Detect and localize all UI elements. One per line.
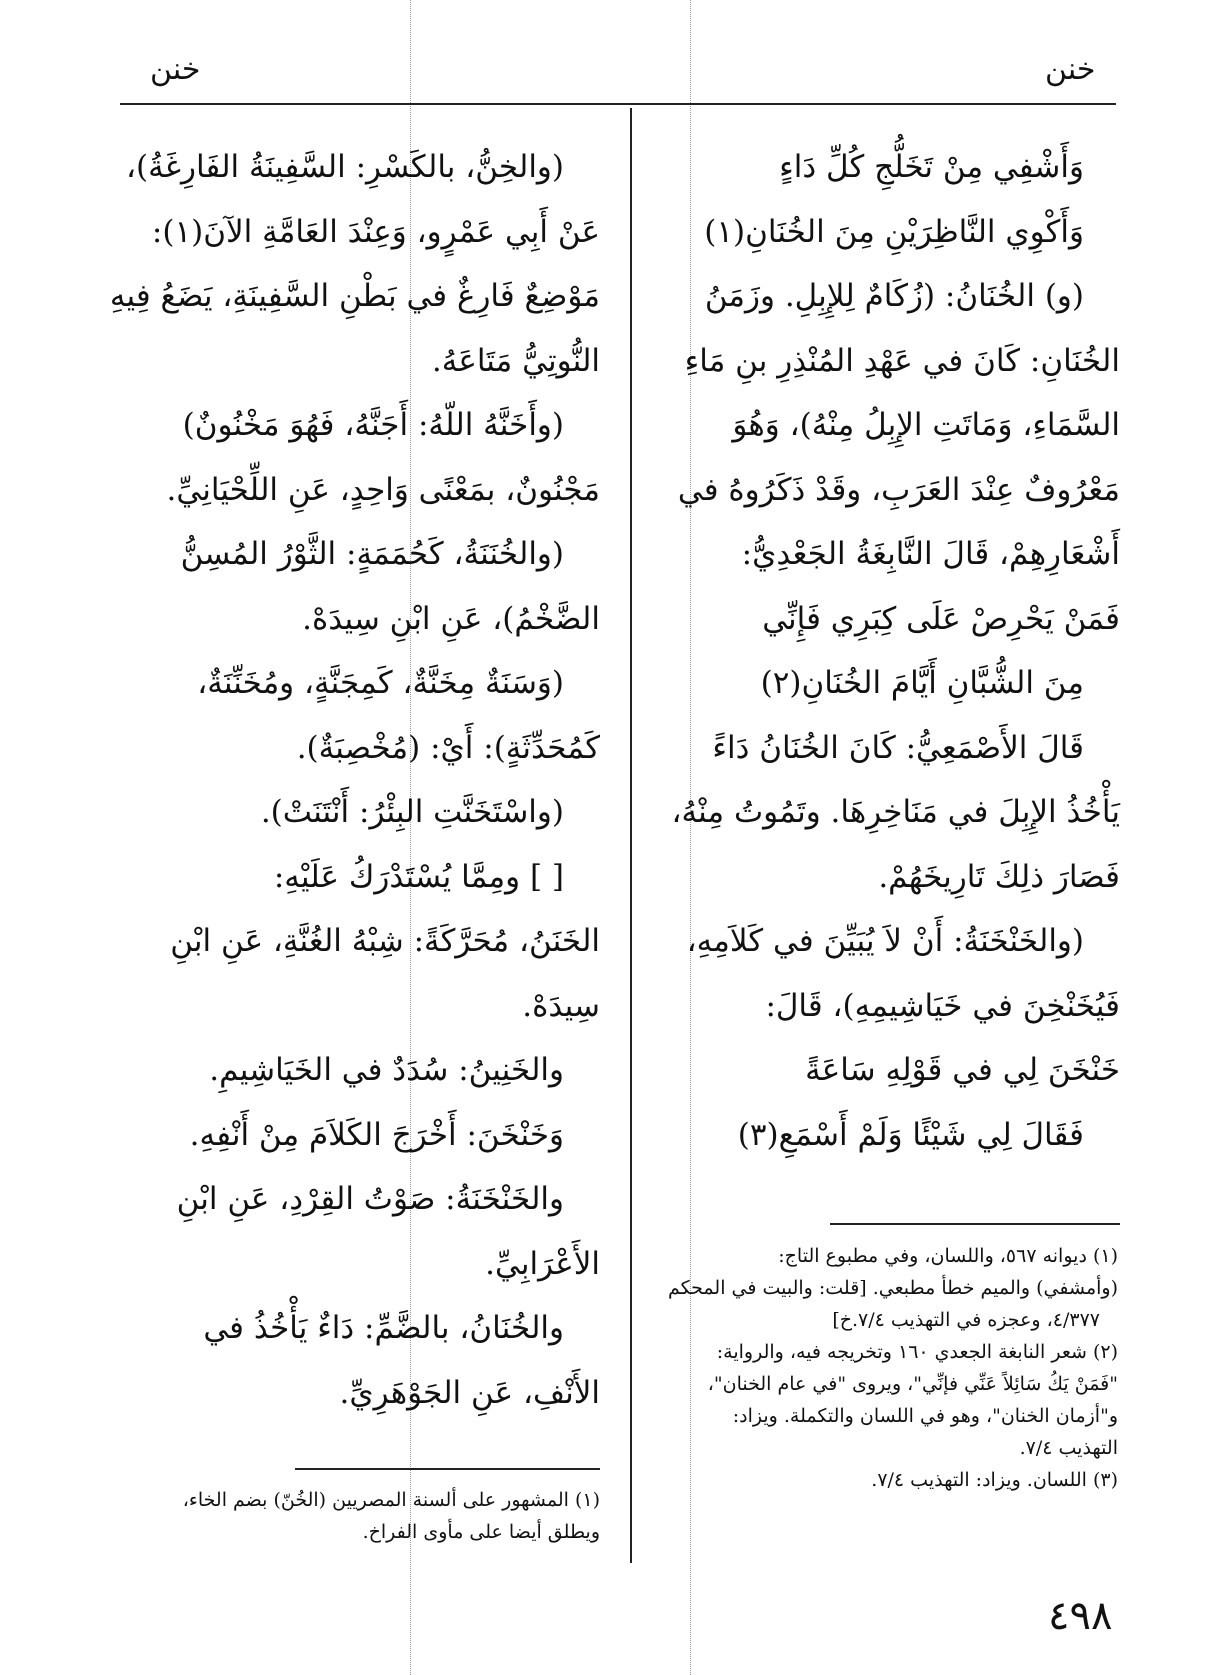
footnote-line: ويطلق أيضا على مأوى الفراخ.: [362, 1521, 600, 1543]
entry-line: وَخَنْخَنَ: أَخْرَجَ الكَلاَمَ مِنْ أَنْفِهِ.: [189, 1116, 564, 1153]
entry-line: الخَنَنُ، مُحَرَّكَةً: شِبْهُ الغُنَّةِ، عَنِ ابْنِ: [170, 923, 600, 959]
entry-line: والخُنَانُ، بالضَّمِّ: دَاءٌ يَأْخُذُ في: [203, 1310, 564, 1346]
footnote-rule: [295, 1468, 600, 1470]
entry-line: يَأْخُذُ الإِبِلَ في مَنَاخِرِهَا. وتَمُوتُ مِنْهُ،: [671, 794, 1120, 830]
entry-line: مَعْرُوفٌ عِنْدَ العَرَبِ، وقَدْ ذَكَرُوهُ في: [677, 471, 1120, 508]
footnote-rule: [830, 1223, 1120, 1225]
footnote-line: (٣) اللسان. ويزاد: التهذيب ٧/٤.: [871, 1469, 1118, 1491]
footnote-line: (٢) شعر النابغة الجعدي ١٦٠ وتخريجه فيه، والرواية:: [716, 1341, 1118, 1363]
footnote-line: و"أزمان الخنان"، وهو في اللسان والتكملة. ويزاد:: [732, 1405, 1118, 1427]
entry-line: (والخَنْخَنَةُ: أَنْ لاَ يُبَيِّنَ في كَلاَمِهِ،: [686, 923, 1084, 959]
entry-line: الأَعْرَابِيِّ.: [485, 1245, 600, 1282]
entry-line: (و) الخُنَانُ: (زُكَامٌ لِلإِبِلِ. وزَمَنُ: [704, 278, 1084, 314]
entry-line: عَنْ أَبِي عَمْرٍو، وَعِنْدَ العَامَّةِ الآنَ(١):: [151, 213, 600, 250]
entry-line: (وأَخَنَّهُ اللّهُ: أَجَنَّهُ، فَهُوَ مَخْنُونٌ): [182, 407, 564, 443]
entry-line: والخَنْخَنَةُ: صَوْتُ القِرْدِ، عَنِ ابْنِ: [176, 1181, 564, 1217]
header-rule: [120, 103, 1116, 105]
entry-line: مَوْضِعٌ فَارِغٌ في بَطْنِ السَّفِينَةِ، يَضَعُ فِيهِ: [109, 278, 600, 314]
left-column: [109, 135, 600, 1425]
entry-line: أَشْعَارِهِمْ، قَالَ النَّابِغَةُ الجَعْدِيُّ:: [741, 536, 1120, 572]
verse-line: وَأَكْوِي النَّاظِرَيْنِ مِنَ الخُنَانِ(١): [704, 213, 1084, 250]
footnote-line: "فَمَنْ يَكُ سَائِلاً عَنِّي فإنِّي"، ويروى "في عام الخنان"،: [707, 1373, 1118, 1395]
entry-line: قَالَ الأَصْمَعِيُّ: كَانَ الخُنَانُ دَاءً: [712, 729, 1084, 766]
verse-line: فَمَنْ يَحْرِصْ عَلَى كِبَرِي فَإِنِّي: [762, 600, 1120, 637]
footnote-line: (١) ديوانه ٥٦٧، واللسان، وفي مطبوع التاج:: [778, 1245, 1118, 1267]
verse-line: مِنَ الشُّبَّانِ أَيَّامَ الخُنَانِ(٢): [760, 665, 1084, 701]
footnote-line: التهذيب ٧/٤.: [1019, 1437, 1118, 1459]
footnote-line: (١) المشهور على ألسنة المصريين (الخُنّ) بضم الخاء،: [182, 1489, 600, 1511]
entry-line: الأَنْفِ، عَنِ الجَوْهَرِيِّ.: [339, 1374, 600, 1411]
entry-line: والخَنِينُ: سُدَدٌ في الخَيَاشِيمِ.: [209, 1052, 564, 1088]
entry-line: السَّمَاءِ، وَمَاتَتِ الإِبِلُ مِنْهُ)، وَهُوَ: [732, 407, 1120, 443]
entry-line: (والخِنُّ، بالكَسْرِ: السَّفِينَةُ الفَارِغَةُ)،: [126, 149, 564, 185]
entry-line: فَصَارَ ذلِكَ تَارِيخَهُمْ.: [878, 858, 1120, 895]
footnotes-left: [120, 1484, 600, 1548]
entry-line: الخُنَانِ: كَانَ في عَهْدِ المُنْذِرِ بنِ مَاءِ: [684, 342, 1120, 379]
entry-line: سِيدَهْ.: [522, 987, 600, 1024]
entry-line: الضَّخْمُ)، عَنِ ابْنِ سِيدَهْ.: [302, 600, 600, 637]
footnote-line: (وأمشفي) والميم خطأ مطبعي. [قلت: والبيت في المحكم: [668, 1277, 1118, 1299]
entry-line: النُّوتِيُّ مَتَاعَهُ.: [431, 342, 600, 379]
verse-line: خَنْخَنَ لِي في قَوْلِهِ سَاعَةً: [805, 1052, 1120, 1088]
entry-line: (واسْتَخَنَّتِ البِئْرُ: أَنْتَنَتْ).: [260, 794, 564, 830]
entry-line: (وَسَنَةٌ مِخَنَّةٌ، كَمِجَنَّةٍ، ومُخَنِّنَةٌ،: [197, 665, 564, 701]
running-header-left: خنن: [150, 52, 201, 87]
entry-line: (والخُنَنَةُ، كَحُمَمَةٍ: الثَّوْرُ المُسِنُّ: [180, 536, 564, 572]
verse-line: وَأَشْفِي مِنْ تَخَلُّجِ كُلِّ دَاءٍ: [779, 149, 1084, 185]
running-header-right: خنن: [1045, 52, 1096, 87]
footnote-line: ٤/٣٧٧، وعجزه في التهذيب ٧/٤.خ]: [832, 1309, 1100, 1331]
entry-line: فَيُخَنْخِنَ في خَيَاشِيمِهِ)، قَالَ:: [765, 987, 1120, 1024]
page-number: ٤٩٨: [1048, 1593, 1113, 1639]
verse-line: فَقَالَ لِي شَيْئًا وَلَمْ أَسْمَعِ(٣): [737, 1116, 1084, 1153]
entry-line: كَمُحَدِّثَةٍ): أَيْ: (مُخْصِبَةٌ).: [296, 729, 600, 766]
entry-line: مَجْنُونٌ، بمَعْنًى وَاحِدٍ، عَنِ اللِّحْيَانِيِّ.: [166, 471, 600, 508]
entry-line: [ ] ومِمَّا يُسْتَدْرَكُ عَلَيْهِ:: [273, 858, 564, 895]
column-divider: [630, 108, 632, 1563]
footnotes-right: [668, 1240, 1118, 1496]
right-column: [660, 135, 1120, 1167]
